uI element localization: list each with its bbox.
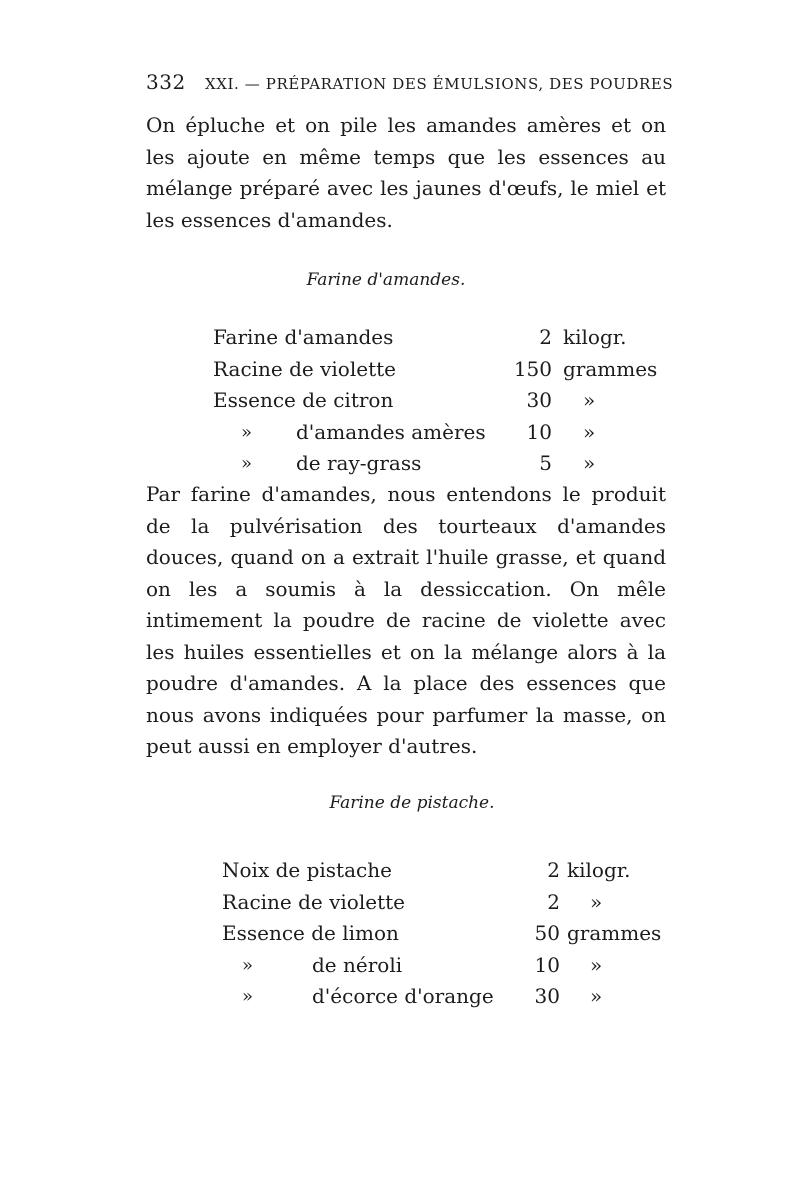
ingredient-unit: » — [583, 419, 596, 444]
ingredient-quantity: 30 — [526, 388, 552, 412]
ingredient-unit: » — [583, 388, 596, 412]
recipe-row — [222, 918, 662, 950]
ingredient-name: Racine de violette — [222, 889, 405, 914]
ingredient-name: Racine de violette — [213, 356, 396, 381]
ditto-mark: » — [242, 954, 254, 976]
ingredient-unit: kilogr. — [567, 858, 631, 882]
intro-paragraph — [146, 110, 666, 236]
ingredient-name: Noix de pistache — [222, 858, 392, 882]
ingredient-unit: » — [590, 889, 603, 914]
intro-paragraph-text: On épluche et on pile les amandes amères et on les ajoute en même temps que les essences au mélange préparé avec les jaunes d'œufs, le miel et les essences d'amandes. — [146, 113, 666, 232]
ingredient-quantity: 50 — [534, 921, 560, 945]
ingredient-quantity: 10 — [534, 952, 560, 977]
ingredient-quantity: 5 — [539, 451, 552, 475]
ingredient-name: Farine d'amandes — [213, 325, 394, 349]
recipe-row — [213, 448, 663, 480]
recipe-row — [213, 385, 663, 417]
running-head — [146, 70, 674, 94]
recipe-row — [213, 354, 663, 386]
recipe-table-pistache — [222, 855, 662, 1013]
section-heading-farine-pistache: Farine de pistache. — [329, 793, 495, 813]
ingredient-unit: » — [583, 451, 596, 475]
ingredient-name: d'écorce d'orange — [312, 984, 494, 1008]
ingredient-name: Essence de citron — [213, 388, 394, 412]
recipe-row — [213, 322, 663, 354]
ditto-mark: » — [241, 421, 253, 443]
body-paragraph — [146, 479, 666, 763]
ingredient-quantity: 2 — [547, 858, 560, 882]
page-number: 332 — [146, 70, 186, 94]
ingredient-name: Essence de limon — [222, 921, 399, 945]
ditto-mark: » — [242, 986, 254, 1007]
ingredient-unit: » — [590, 952, 603, 977]
ingredient-name: de néroli — [312, 952, 403, 977]
recipe-row — [222, 950, 662, 982]
running-title: XXI. — PRÉPARATION DES ÉMULSIONS, DES POUDRES — [204, 75, 674, 93]
ingredient-name: d'amandes amères — [296, 419, 486, 444]
ingredient-quantity: 150 — [513, 356, 552, 381]
ingredient-unit: kilogr. — [563, 325, 627, 349]
recipe-table-amandes — [213, 322, 663, 480]
ingredient-quantity: 2 — [539, 325, 552, 349]
recipe-row — [222, 855, 662, 887]
recipe-row — [222, 887, 662, 919]
recipe-row — [222, 981, 662, 1013]
ingredient-quantity: 2 — [547, 889, 560, 914]
body-paragraph-text: Par farine d'amandes, nous entendons le produit de la pulvérisation des tourteaux d'amandes douces, quand on a extrait l'huile grasse, et quand on les a soumis à la dessiccation. On mêle intimement la poudre de racine de violette avec les huiles essentielles et on la mélange alors à la poudre d'amandes. A la place des essences que nous avons indiquées pour parfumer la masse, on peut aussi en employer d'autres. — [146, 482, 666, 758]
ingredient-quantity: 30 — [534, 984, 560, 1008]
recipe-row — [213, 417, 663, 449]
section-heading-farine-amandes: Farine d'amandes. — [306, 270, 466, 290]
ingredient-unit: » — [590, 984, 603, 1008]
ingredient-unit: grammes — [567, 921, 662, 945]
ingredient-quantity: 10 — [526, 419, 552, 444]
ingredient-unit: grammes — [563, 356, 658, 381]
ditto-mark: » — [241, 453, 253, 474]
ingredient-name: de ray-grass — [296, 451, 422, 475]
